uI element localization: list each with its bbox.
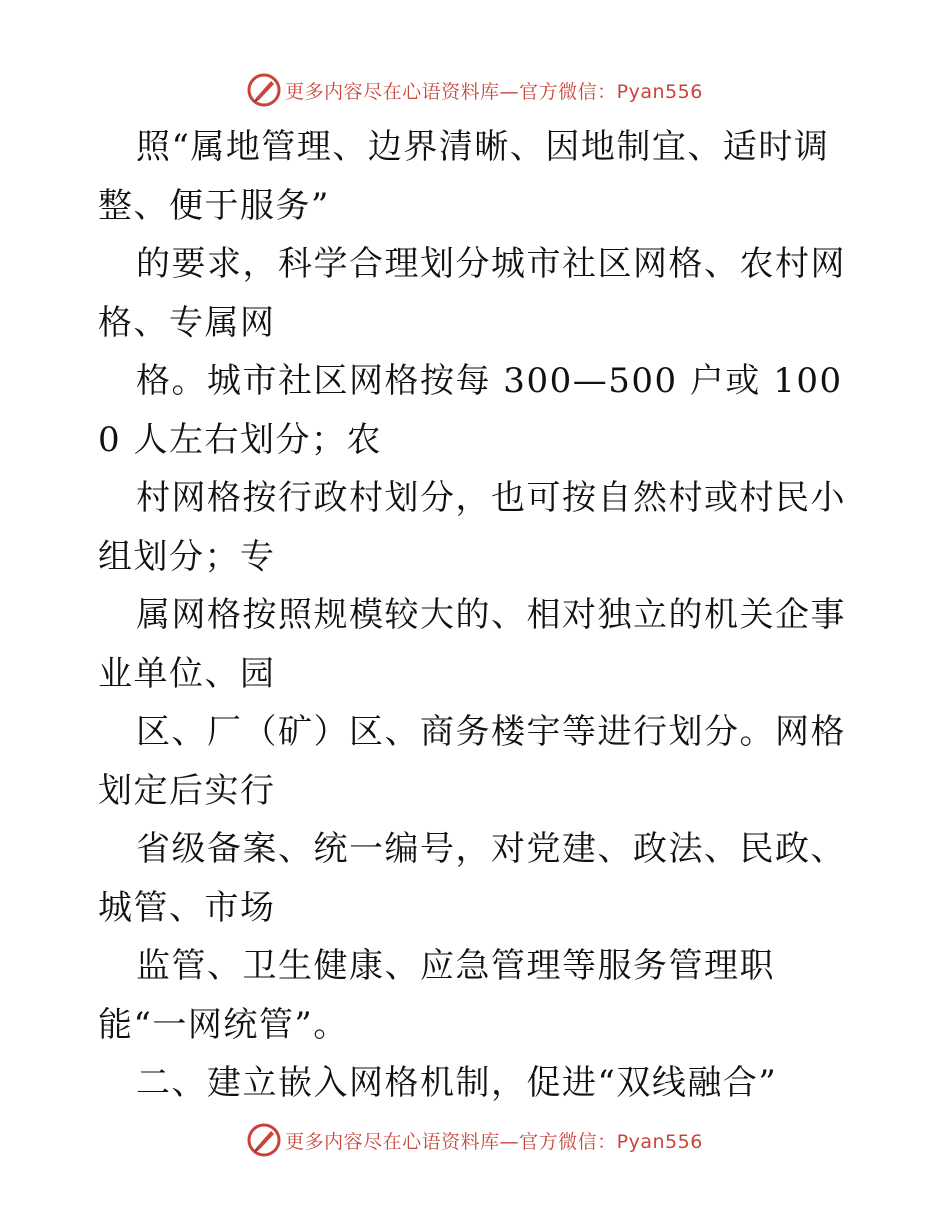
header-watermark [0,70,950,110]
watermark-text: 更多内容尽在心语资料库—官方微信：Pyan556 [285,1130,703,1153]
paragraph-2: 的要求，科学合理划分城市社区网格、农村网格、专属网 [98,244,846,343]
paragraph-6: 区、厂（矿）区、商务楼宇等进行划分。网格划定后实行 [98,712,846,811]
quill-logo-icon [247,73,281,107]
paragraph-7: 省级备案、统一编号，对党建、政法、民政、城管、市场 [98,829,846,928]
quill-logo-icon [247,1123,281,1157]
paragraph-1: 照“属地管理、边界清晰、因地制宜、适时调整、便于服务” [98,127,830,226]
paragraph-8: 监管、卫生健康、应急管理等服务管理职能“一网统管”。 [98,946,775,1045]
document-body [98,118,858,1113]
watermark-text: 更多内容尽在心语资料库—官方微信：Pyan556 [285,80,703,103]
paragraph-4: 村网格按行政村划分，也可按自然村或村民小组划分；专 [98,478,846,577]
paragraph-5: 属网格按照规模较大的、相对独立的机关企事业单位、园 [98,595,846,694]
paragraph-3: 格。城市社区网格按每 300—500 户或 1000 人左右划分；农 [98,361,843,460]
section-heading: 二、建立嵌入网格机制，促进“双线融合” [136,1063,778,1103]
footer-watermark [0,1120,950,1160]
